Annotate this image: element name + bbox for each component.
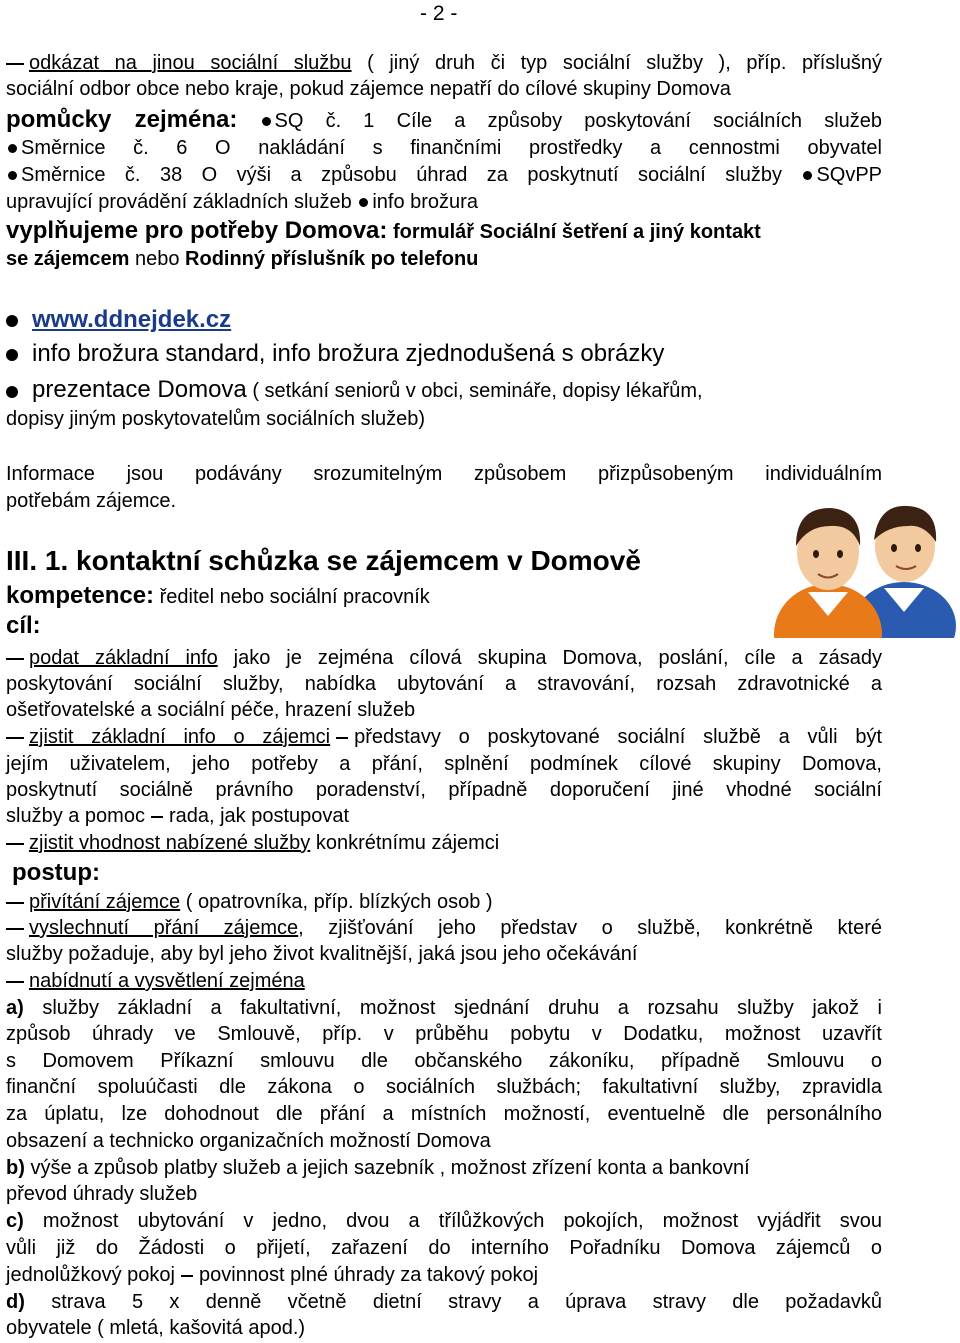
page-number: - 2 - bbox=[420, 2, 458, 25]
intro-line-2: sociální odbor obce nebo kraje, pokud zájemce nepatří do cílové skupiny Domova bbox=[6, 78, 731, 100]
bullet-icon bbox=[359, 198, 368, 207]
procedure-1: přivítání zájemce ( opatrovníka, příp. blízkých osob ) bbox=[6, 889, 493, 915]
dash-icon bbox=[6, 658, 24, 660]
bullet-icon bbox=[6, 386, 18, 398]
goal-1-line-3: ošetřovatelské a sociální péče, hrazení služeb bbox=[6, 699, 416, 721]
dash-icon bbox=[6, 737, 24, 739]
info-line-1: Informace jsou podávány srozumitelným způsobem přizpůsobeným individuálním bbox=[6, 463, 882, 485]
item-a-line-6: obsazení a technicko organizačních možností Domova bbox=[6, 1130, 491, 1152]
item-a-line-4: finanční spoluúčasti dle zákona o sociálních službách; fakultativní služby, zpravidla bbox=[6, 1076, 882, 1098]
item-a-line-2: způsob úhrady ve Smlouvě, příp. v průběhu pobytu v Dodatku, možnost uzavřít bbox=[6, 1023, 882, 1045]
dash-icon bbox=[151, 816, 163, 818]
goal-label: cíl: bbox=[6, 612, 41, 639]
bullet-icon bbox=[8, 171, 17, 180]
section-title: III. 1. kontaktní schůzka se zájemcem v Domově bbox=[6, 545, 641, 576]
goal-3-line-1: zjistit vhodnost nabízené služby konkrétnímu zájemci bbox=[6, 830, 499, 856]
item-d-line-2: obyvatele ( mletá, kašovitá apod.) bbox=[6, 1317, 306, 1339]
bullet-brochure: info brožura standard, info brožura zjednodušená s obrázky bbox=[6, 341, 664, 367]
item-d-line-1: d) strava 5 x denně včetně dietní stravy a úprava stravy dle požadavků bbox=[6, 1291, 882, 1313]
intro-line-6: upravující provádění základních služeb info brožura bbox=[6, 191, 478, 213]
people-talking-icon bbox=[774, 488, 960, 638]
item-a-line-5: za úplatu, lze dohodnout dle přání a místních možností, eventuelně dle personálního bbox=[6, 1103, 882, 1125]
dash-icon bbox=[6, 63, 24, 65]
website-link[interactable]: www.ddnejdek.cz bbox=[32, 306, 232, 333]
item-a-line-3: s Domovem Příkazní smlouvu dle občanského zákoníku, případně Smlouvu o bbox=[6, 1050, 882, 1072]
bullet-icon bbox=[6, 349, 18, 361]
item-b-line-1: b) výše a způsob platby služeb a jejich sazebník , možnost zřízení konta a bankovní bbox=[6, 1157, 750, 1179]
item-c-line-2: vůli již do Žádosti o přijetí, zařazení do interního Pořadníku Domova zájemců o bbox=[6, 1237, 882, 1259]
goal-1-line-2: poskytování sociální služby, nabídka ubytování a stravování, rozsah zdravotnické a bbox=[6, 673, 882, 695]
info-line-2: potřebám zájemce. bbox=[6, 490, 177, 512]
dash-icon bbox=[6, 981, 24, 983]
goal-2-line-4: služby a pomoc rada, jak postupovat bbox=[6, 805, 350, 827]
procedure-3: nabídnutí a vysvětlení zejména bbox=[6, 968, 305, 994]
dash-icon bbox=[181, 1275, 193, 1277]
competence-line: kompetence: ředitel nebo sociální pracovník bbox=[6, 582, 430, 609]
intro-line-4: Směrnice č. 6 O nakládání s finančními prostředky a cennostmi obyvatel bbox=[6, 135, 882, 161]
procedure-label: postup: bbox=[12, 859, 100, 886]
item-c-line-3: jednolůžkový pokoj povinnost plné úhrady za takový pokoj bbox=[6, 1264, 539, 1286]
intro-line-7: vyplňujeme pro potřeby Domova: formulář Sociální šetření a jiný kontakt bbox=[6, 217, 761, 244]
item-a-line-1: a) služby základní a fakultativní, možnost sjednání druhu a rozsahu služby jakož i bbox=[6, 997, 882, 1019]
dash-icon bbox=[6, 928, 24, 930]
goal-2-line-1: zjistit základní info o zájemci představy o poskytované sociální službě a vůli být bbox=[6, 724, 882, 750]
intro-line-5: Směrnice č. 38 O výši a způsobu úhrad za poskytnutí sociální služby SQvPP bbox=[6, 162, 882, 188]
dash-icon bbox=[6, 843, 24, 845]
goal-1-line-1: podat základní info jako je zejména cílová skupina Domova, poslání, cíle a zásady bbox=[6, 645, 882, 671]
bullet-icon bbox=[803, 171, 812, 180]
item-c-line-1: c) možnost ubytování v jedno, dvou a třílůžkových pokojích, možnost vyjádřit svou bbox=[6, 1210, 882, 1232]
bullet-icon bbox=[6, 315, 18, 327]
item-b-line-2: převod úhrady služeb bbox=[6, 1183, 198, 1205]
bullet-presentation-line-2: dopisy jiným poskytovatelům sociálních služeb) bbox=[6, 408, 426, 430]
goal-2-line-3: poskytnutí sociálně právního poradenství, případně doporučení jiné vhodné sociální bbox=[6, 779, 882, 801]
goal-2-line-2: jejím uživatelem, jeho potřeby a přání, splnění podmínek cílové skupiny Domova, bbox=[6, 753, 882, 775]
procedure-2-line-2: služby požaduje, aby byl jeho život kvalitnější, jaká jsou jeho očekávání bbox=[6, 943, 638, 965]
bullet-presentation: prezentace Domova ( setkání seniorů v obci, semináře, dopisy lékařům, bbox=[6, 377, 703, 404]
intro-line-3: pomůcky zejména: SQ č. 1 Cíle a způsoby poskytování sociálních služeb bbox=[6, 106, 883, 133]
bullet-icon bbox=[8, 144, 17, 153]
bullet-icon bbox=[262, 117, 271, 126]
intro-line-8: se zájemcem nebo Rodinný příslušník po telefonu bbox=[6, 248, 479, 270]
procedure-2-line-1: vyslechnutí přání zájemce, zjišťování jeho představ o službě, konkrétně které bbox=[6, 915, 882, 941]
bullet-web bbox=[6, 307, 231, 333]
dash-icon bbox=[6, 902, 24, 904]
intro-line-1: odkázat na jinou sociální službu ( jiný druh či typ sociální služby ), příp. příslušný bbox=[6, 50, 882, 76]
dash-icon bbox=[336, 737, 348, 739]
